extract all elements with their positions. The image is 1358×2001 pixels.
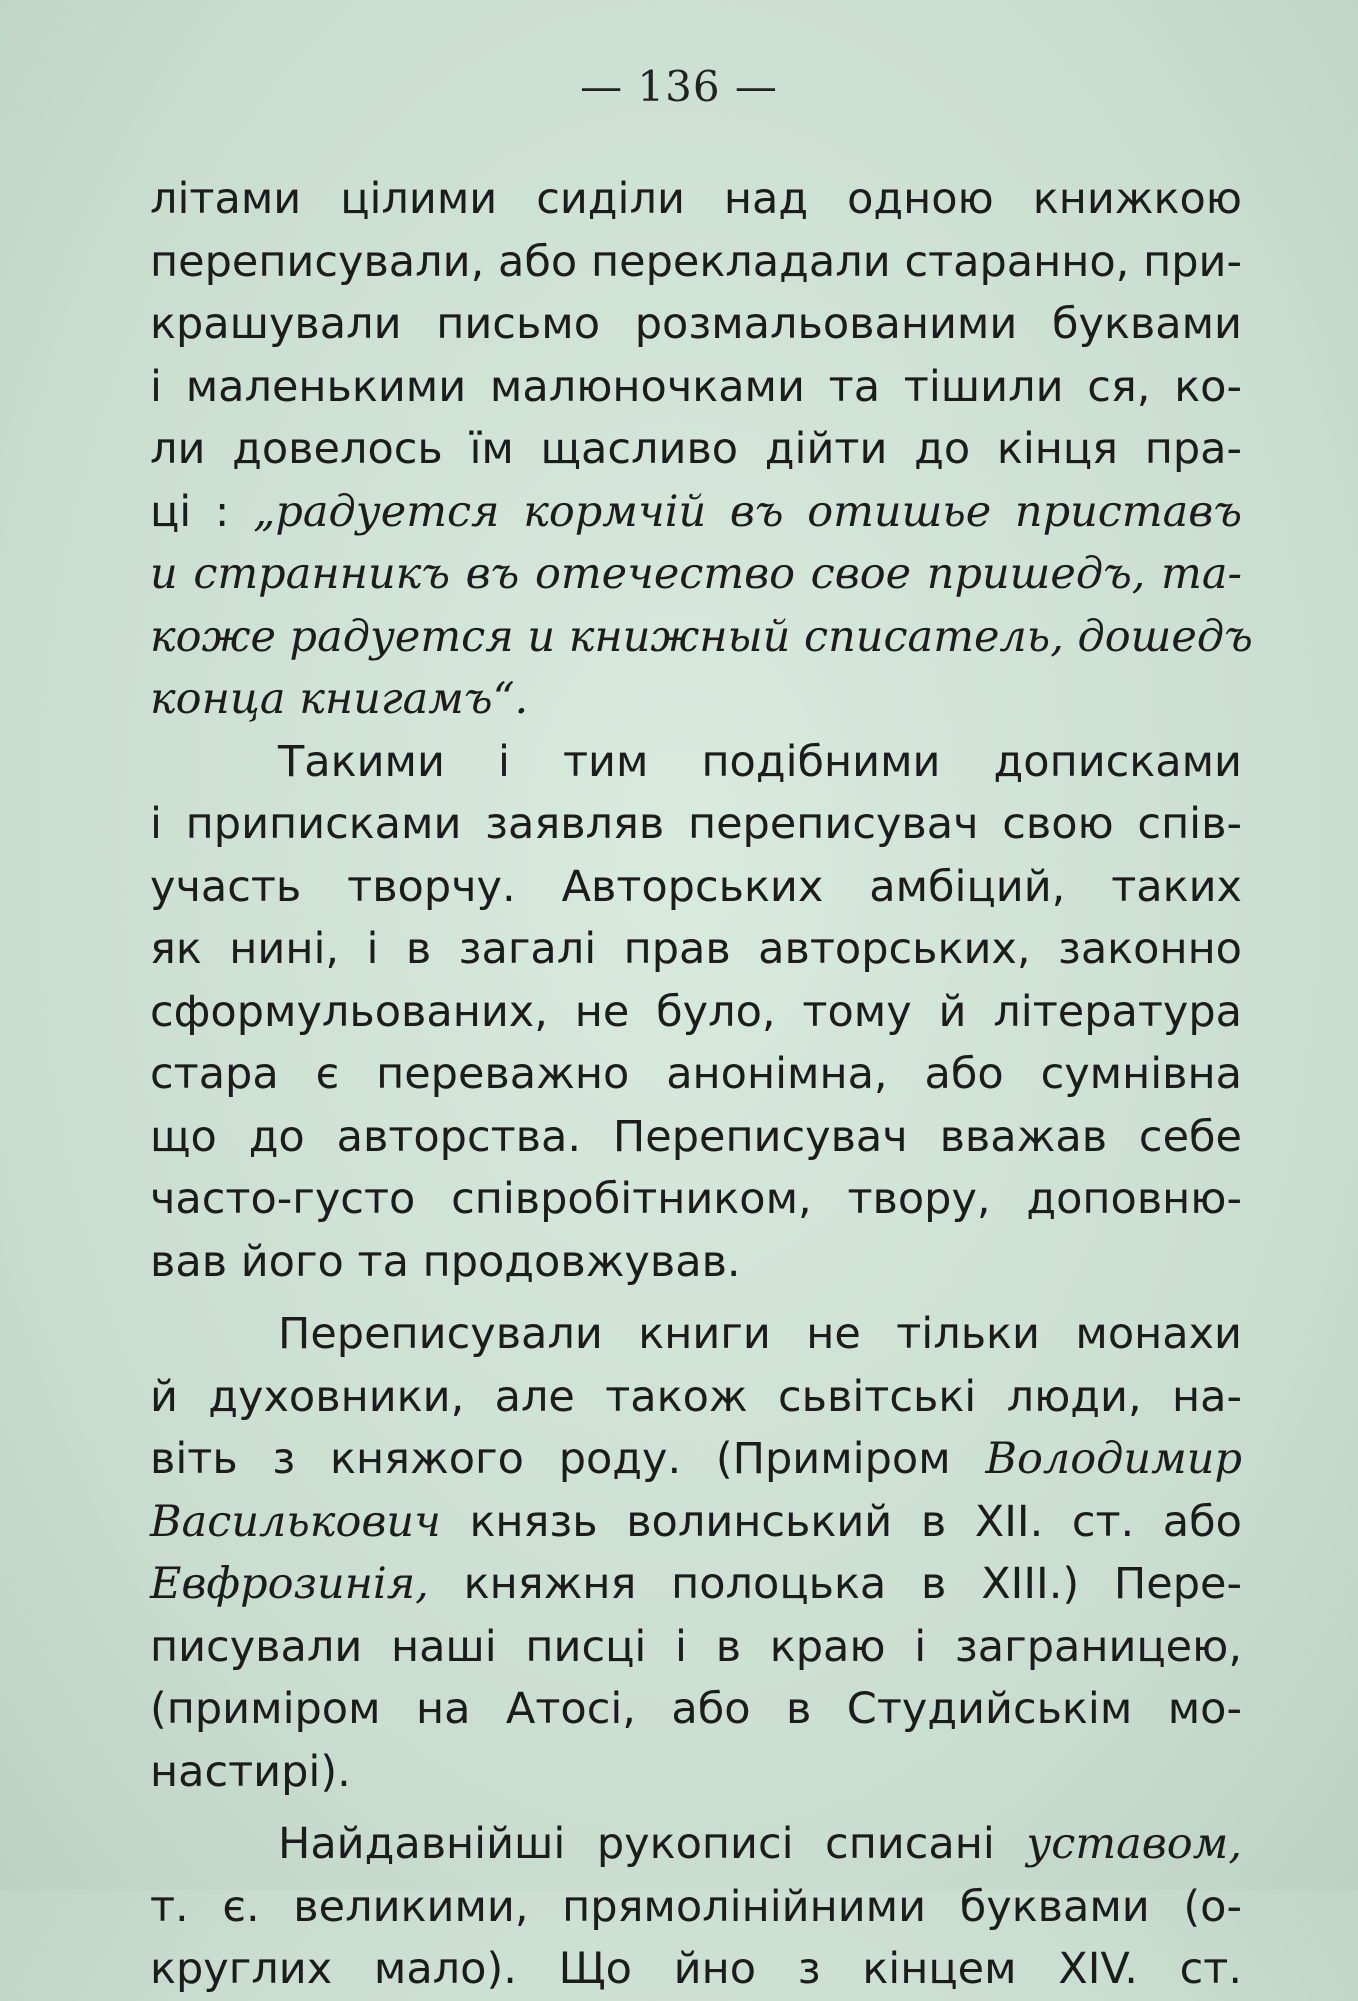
text-line: як нині, і в загалі прав авторських, законно <box>150 924 1242 974</box>
text-run: віть з княжого роду. (Приміром <box>150 1434 986 1484</box>
text-run: княжня полоцька в XIII.) Пере- <box>428 1559 1242 1609</box>
text-line: крашували письмо розмальованими буквами <box>150 299 1242 349</box>
italic-term: уставом, <box>1026 1819 1242 1869</box>
text-line: що до авторства. Переписувач вважав себе <box>150 1111 1242 1162</box>
text-run: ці : <box>150 486 254 537</box>
body-text <box>150 168 1253 2001</box>
text-line: вав його та продовжував. <box>150 1236 741 1287</box>
text-line: й духовники, але також сьвітські люди, на- <box>150 1371 1242 1422</box>
text-run: князь волинський в XII. ст. або <box>440 1496 1242 1547</box>
text-line-mixed <box>150 481 1242 544</box>
italic-name: Володимир <box>985 1434 1242 1484</box>
text-line-mixed <box>150 1813 1242 1876</box>
text-line: літами цілими сиділи над одною книжкою <box>150 174 1242 224</box>
text-line: часто-густо співробітником, твору, доповню- <box>150 1174 1242 1224</box>
text-line: і приписками заявляв переписувач свою спів- <box>150 799 1242 849</box>
text-line: сформульованих, не було, тому й література <box>150 986 1242 1037</box>
text-line: т. є. великими, прямолінійними буквами (о- <box>150 1881 1242 1932</box>
text-line: Переписували книги не тільки монахи <box>278 1309 1242 1359</box>
italic-quote-line: и странникъ въ отечество свое пришедъ, та- <box>150 549 1242 599</box>
text-line: писували наші писці і в краю і заграницею, <box>150 1621 1242 1672</box>
italic-quote-line: конца книгамъ“. <box>150 674 529 724</box>
paragraph-3 <box>150 1303 1242 1803</box>
text-line: (приміром на Атосі, або в Студийськім мо- <box>150 1684 1242 1734</box>
text-line: круглих мало). Що йно з кінцем XIV. ст. <box>150 1944 1242 1994</box>
italic-name: Евфрозинія, <box>150 1559 429 1609</box>
text-line: переписували, або перекладали старанно, при- <box>150 236 1242 287</box>
paragraph-4 <box>150 1813 1242 2001</box>
text-line: ли довелось їм щасливо дійти до кінця пра- <box>150 424 1242 474</box>
text-line: настирі). <box>150 1746 351 1797</box>
page-number: — 136 — <box>580 62 778 111</box>
text-line-mixed <box>150 1428 1242 1491</box>
text-line: Такими і тим подібними дописками <box>278 736 1242 787</box>
italic-name: Василькович <box>150 1496 441 1547</box>
text-line: участь творчу. Авторських амбіций, таких <box>150 861 1242 912</box>
text-line: і маленькими малюночками та тішили ся, ко- <box>150 361 1242 412</box>
paragraph-2 <box>150 731 1242 1294</box>
italic-quote-line: коже радуется и книжный списатель, дошедъ <box>150 611 1253 662</box>
text-line-mixed <box>150 1491 1242 1554</box>
text-line: стара є переважно анонімна, або сумнівна <box>150 1049 1242 1099</box>
italic-quote: „радуется кормчій въ отишье приставъ <box>253 486 1242 537</box>
text-run: Найдавнійші рукописі списані <box>278 1819 1027 1869</box>
text-line-mixed <box>150 1553 1242 1616</box>
paragraph-1 <box>150 168 1253 731</box>
